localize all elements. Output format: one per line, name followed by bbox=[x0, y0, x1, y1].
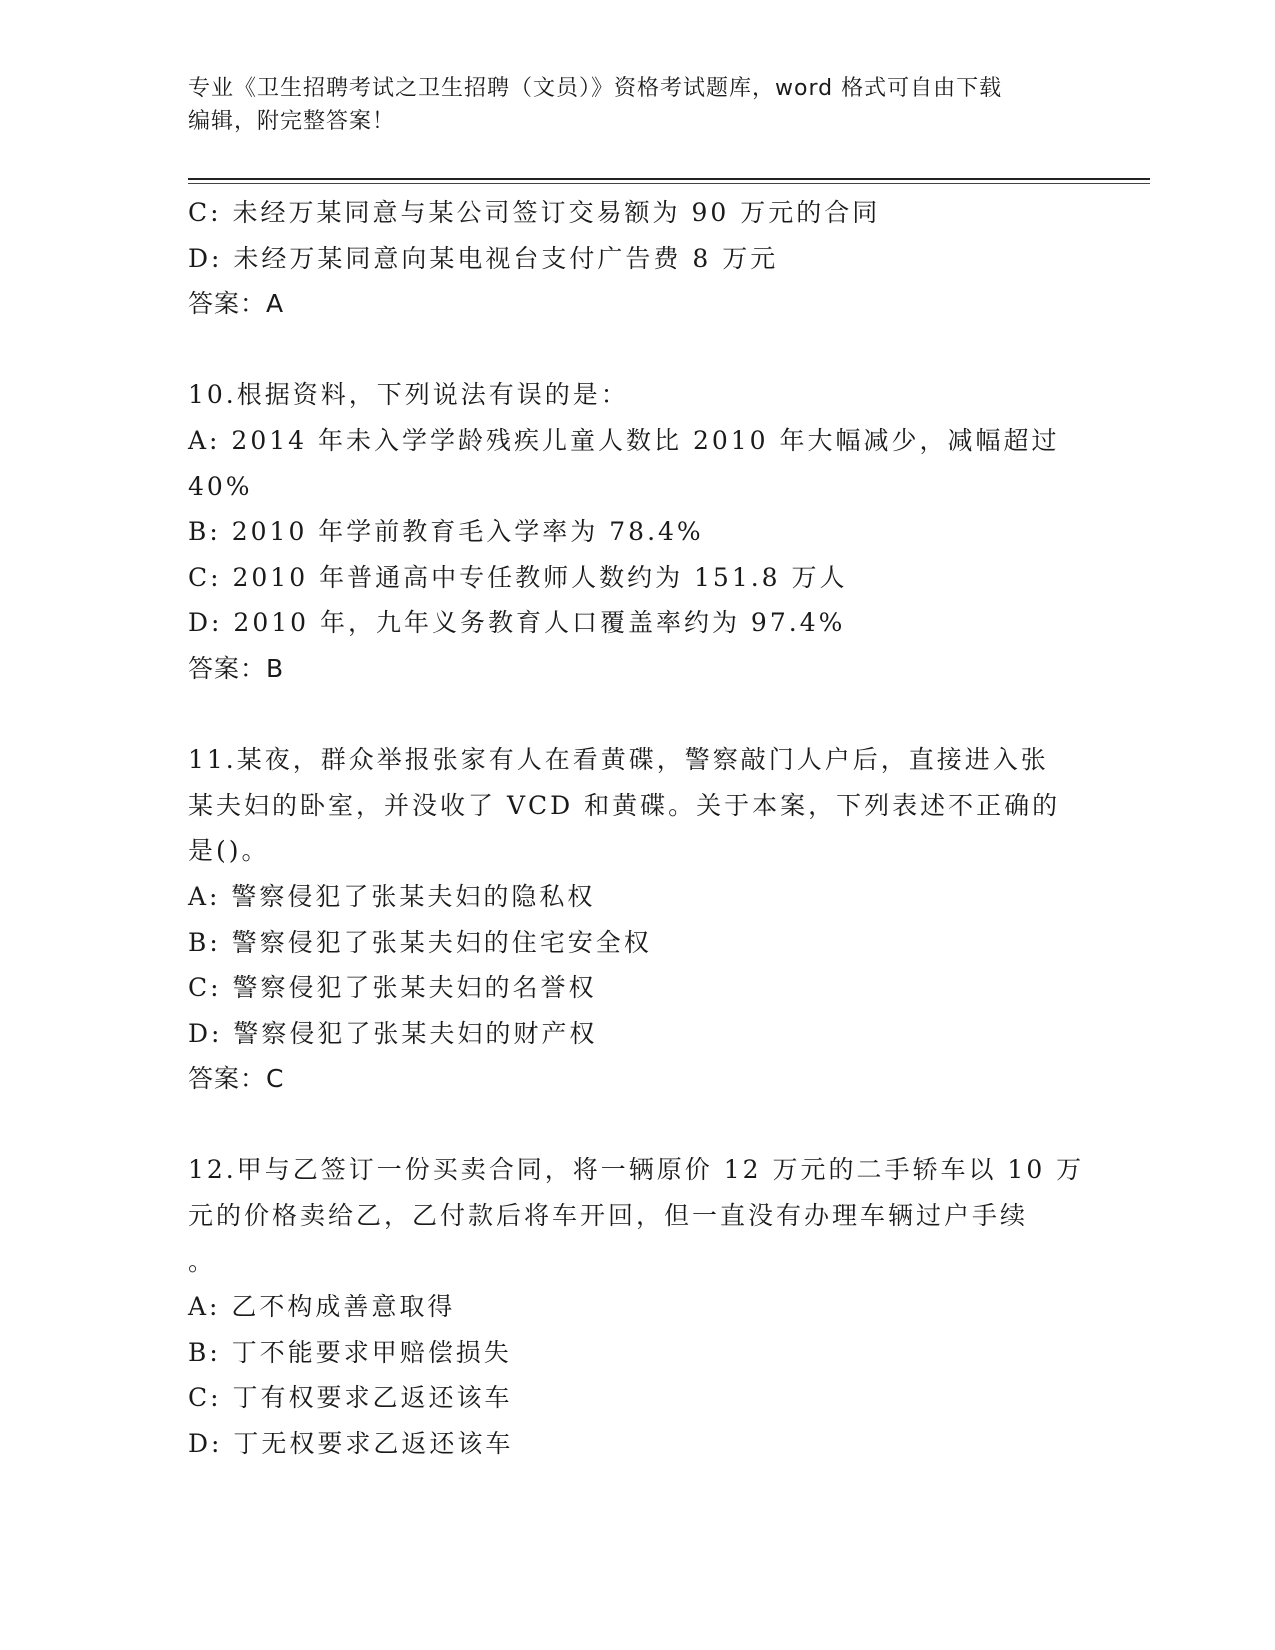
option-c: C: 未经万某同意与某公司签订交易额为 90 万元的合同 bbox=[188, 198, 881, 227]
option-c: C: 警察侵犯了张某夫妇的名誉权 bbox=[188, 973, 597, 1003]
answer: 答案：B bbox=[188, 653, 285, 683]
option-b: B: 警察侵犯了张某夫妇的住宅安全权 bbox=[188, 927, 652, 957]
option-a: A: 2014 年未入学学龄残疾儿童人数比 2010 年大幅减少，减幅超过 bbox=[188, 425, 1060, 455]
option-a-continued: 40% bbox=[188, 471, 253, 501]
option-b: B: 丁不能要求甲赔偿损失 bbox=[188, 1337, 512, 1367]
option-a: A: 警察侵犯了张某夫妇的隐私权 bbox=[188, 881, 596, 911]
answer: 答案：A bbox=[188, 289, 285, 319]
option-c: C: 丁有权要求乙返还该车 bbox=[188, 1383, 513, 1413]
header-line: 专业《卫生招聘考试之卫生招聘（文员）》资格考试题库，word 格式可自由下载 bbox=[188, 76, 1003, 101]
question-stem: 是()。 bbox=[188, 836, 270, 866]
option-d: D: 丁无权要求乙返还该车 bbox=[188, 1429, 514, 1459]
option-d: D: 警察侵犯了张某夫妇的财产权 bbox=[188, 1018, 598, 1048]
option-d: D: 2010 年，九年义务教育人口覆盖率约为 97.4% bbox=[188, 608, 846, 638]
question-stem: 12.甲与乙签订一份买卖合同，将一辆原价 12 万元的二手轿车以 10 万 bbox=[188, 1155, 1085, 1185]
question-content bbox=[188, 190, 1088, 1467]
option-d: D: 未经万某同意向某电视台支付广告费 8 万元 bbox=[188, 243, 779, 273]
answer: 答案：C bbox=[188, 1064, 285, 1094]
question-stem: 11.某夜，群众举报张家有人在看黄碟，警察敲门人户后，直接进入张 bbox=[188, 745, 1049, 775]
header-divider bbox=[188, 178, 1150, 180]
spacer bbox=[188, 1102, 1088, 1148]
page-header bbox=[188, 72, 1088, 138]
question-stem: 10.根据资料，下列说法有误的是： bbox=[188, 380, 629, 410]
question-stem: 。 bbox=[188, 1246, 217, 1276]
spacer bbox=[188, 692, 1088, 738]
question-stem: 元的价格卖给乙，乙付款后将车开回，但一直没有办理车辆过户手续 bbox=[188, 1201, 1029, 1231]
header-line: 编辑，附完整答案！ bbox=[188, 109, 396, 134]
option-a: A: 乙不构成善意取得 bbox=[188, 1292, 456, 1322]
question-stem: 某夫妇的卧室，并没收了 VCD 和黄碟。关于本案，下列表述不正确的 bbox=[188, 790, 1061, 820]
spacer bbox=[188, 327, 1088, 373]
option-b: B: 2010 年学前教育毛入学率为 78.4% bbox=[188, 517, 704, 547]
option-c: C: 2010 年普通高中专任教师人数约为 151.8 万人 bbox=[188, 562, 848, 592]
header-divider-thin bbox=[188, 183, 1150, 184]
